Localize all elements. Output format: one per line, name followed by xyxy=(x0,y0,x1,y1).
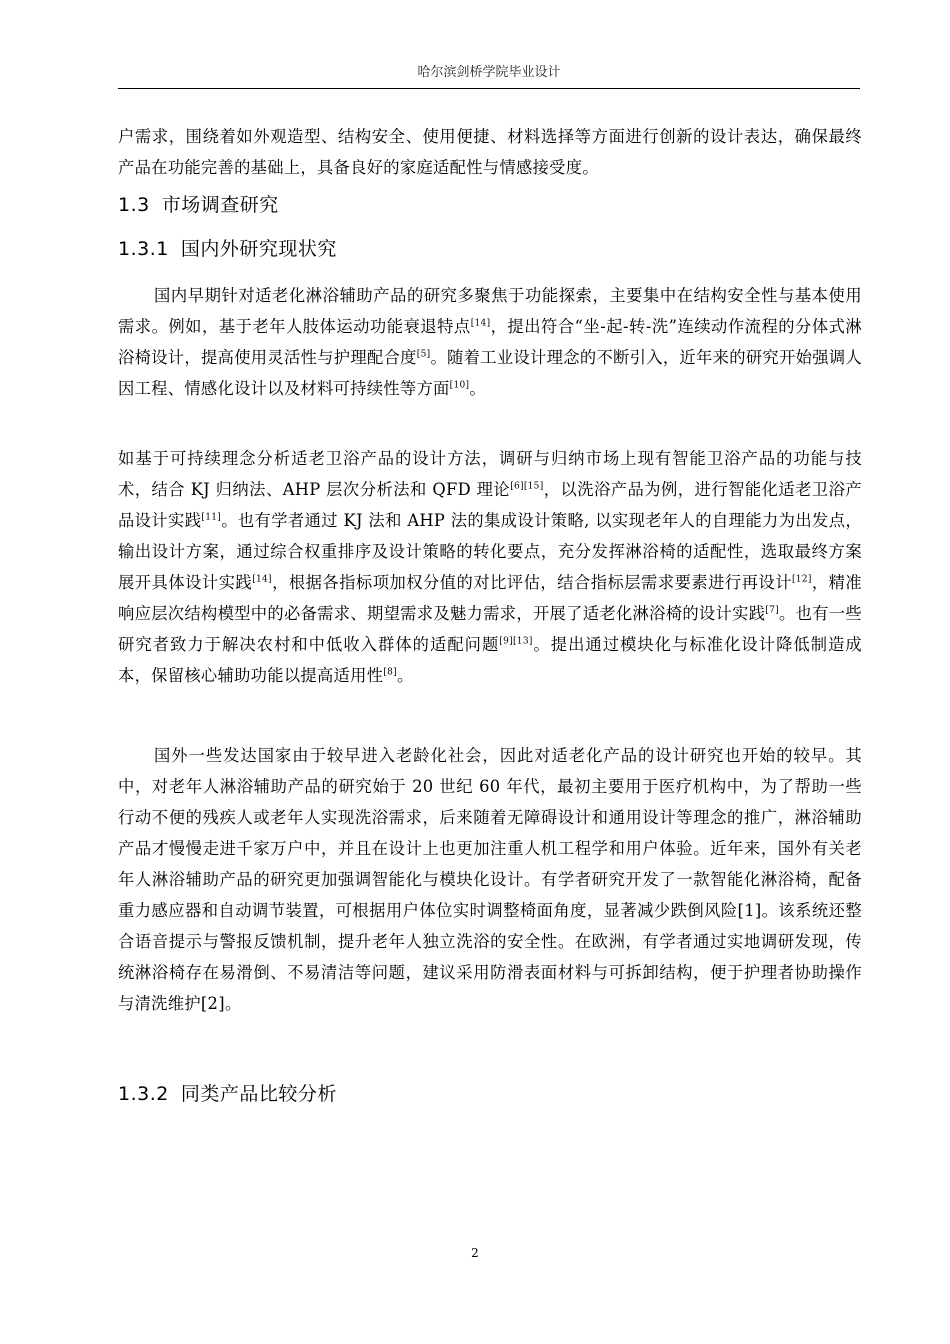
text-run: 。提出通过模块化与标准化设计降低制造成本，保留核心辅助功能以提高适用性 xyxy=(118,635,863,685)
section-number: 1.3 xyxy=(118,194,150,216)
text-run: 。 xyxy=(396,666,414,685)
section-heading-1-3 xyxy=(118,192,279,218)
citation: [5] xyxy=(416,349,431,360)
subsection-title: 同类产品比较分析 xyxy=(180,1083,337,1105)
foreign-research-paragraph xyxy=(118,740,862,1019)
subsection-number: 1.3.2 xyxy=(118,1083,169,1105)
text-run: ，以洗浴产品为例，进行智能化适老卫浴产品设计实践 xyxy=(118,480,862,530)
text-run: 。 xyxy=(469,379,486,398)
citation: [8] xyxy=(383,667,397,678)
text-run: 如基于可持续理念分析适老卫浴产品的设计方法，调研与归纳市场上现有智能卫浴产品的功能与技术，结合 KJ 归纳法、AHP 层次分析法和 QFD 理论 xyxy=(118,449,862,499)
intro-paragraph xyxy=(118,121,862,183)
citation: [14] xyxy=(252,574,272,585)
citation: [10] xyxy=(449,380,470,391)
domestic-research-paragraph xyxy=(118,280,862,404)
text-run: ，根据各指标项加权分值的对比评估，结合指标层需求要素进行再设计 xyxy=(271,573,792,592)
citation: [7] xyxy=(765,605,779,616)
text-run: 。也有学者通过 KJ 法和 AHP 法的集成设计策略, 以实现老年人的自理能力为出发点，输出设计方案，通过综合权重排序及设计策略的转化要点，充分发挥淋浴椅的适配性，选取最终方案展开具体设计实践 xyxy=(118,511,862,592)
subsection-heading-1-3-1 xyxy=(118,236,337,262)
section-title: 市场调查研究 xyxy=(161,194,279,216)
subsection-number: 1.3.1 xyxy=(118,238,169,260)
text-run: 。也有一些研究者致力于解决农村和中低收入群体的适配问题 xyxy=(118,604,862,654)
citation: [12] xyxy=(792,574,812,585)
citation: [14] xyxy=(470,318,491,329)
citation: [11] xyxy=(201,512,222,523)
subsection-heading-1-3-2 xyxy=(118,1081,337,1107)
page-number: 2 xyxy=(471,1246,479,1260)
methods-paragraph xyxy=(118,443,862,691)
running-header: 哈尔滨剑桥学院毕业设计 xyxy=(417,65,561,80)
text-run: 。随着工业设计理念的不断引入，近年来的研究开始强调人因工程、情感化设计以及材料可持续性等方面 xyxy=(118,348,862,398)
foreign-paragraph-text: 国外一些发达国家由于较早进入老龄化社会，因此对适老化产品的设计研究也开始的较早。其中，对老年人淋浴辅助产品的研究始于 20 世纪 60 年代，最初主要用于医疗机构中，为了帮助一些行动不便的残疾人或老年人实现洗浴需求，后来随着无障碍设计和通用设计等理念的推广，淋浴辅助产品才慢慢走进千家万户中，并且在设计上也更加注重人机工程学和用户体验。近年来，国外有关老年人淋浴辅助产品的研究更加强调智能化与模块化设计。有学者研究开发了一款智能化淋浴椅，配备重力感应器和自动调节装置，可根据用户体位实时调整椅面角度，显著减少跌倒风险[1]。该系统还整合语音提示与警报反馈机制，提升老年人独立洗浴的安全性。在欧洲，有学者通过实地调研发现，传统淋浴椅存在易滑倒、不易清洁等问题，建议采用防滑表面材料与可拆卸结构，便于护理者协助操作与清洗维护[2]。 xyxy=(118,746,862,1013)
text-run: ，提出符合“坐-起-转-洗”连续动作流程的分体式淋浴椅设计，提高使用灵活性与护理配合度 xyxy=(118,317,863,367)
domestic-paragraph-text xyxy=(118,280,862,404)
text-run: 国内早期针对适老化淋浴辅助产品的研究多聚焦于功能探索，主要集中在结构安全性与基本使用需求。例如，基于老年人肢体运动功能衰退特点 xyxy=(118,286,862,336)
intro-text: 户需求，围绕着如外观造型、结构安全、使用便捷、材料选择等方面进行创新的设计表达，确保最终产品在功能完善的基础上，具备良好的家庭适配性与情感接受度。 xyxy=(118,127,862,177)
text-run: ，精准响应层次结构模型中的必备需求、期望需求及魅力需求，开展了适老化淋浴椅的设计实践 xyxy=(118,573,863,623)
subsection-title: 国内外研究现状究 xyxy=(180,238,337,260)
citation: [6][15] xyxy=(510,481,544,492)
header-divider xyxy=(118,88,860,89)
methods-paragraph-text xyxy=(118,443,862,691)
citation: [9][13] xyxy=(499,636,533,647)
